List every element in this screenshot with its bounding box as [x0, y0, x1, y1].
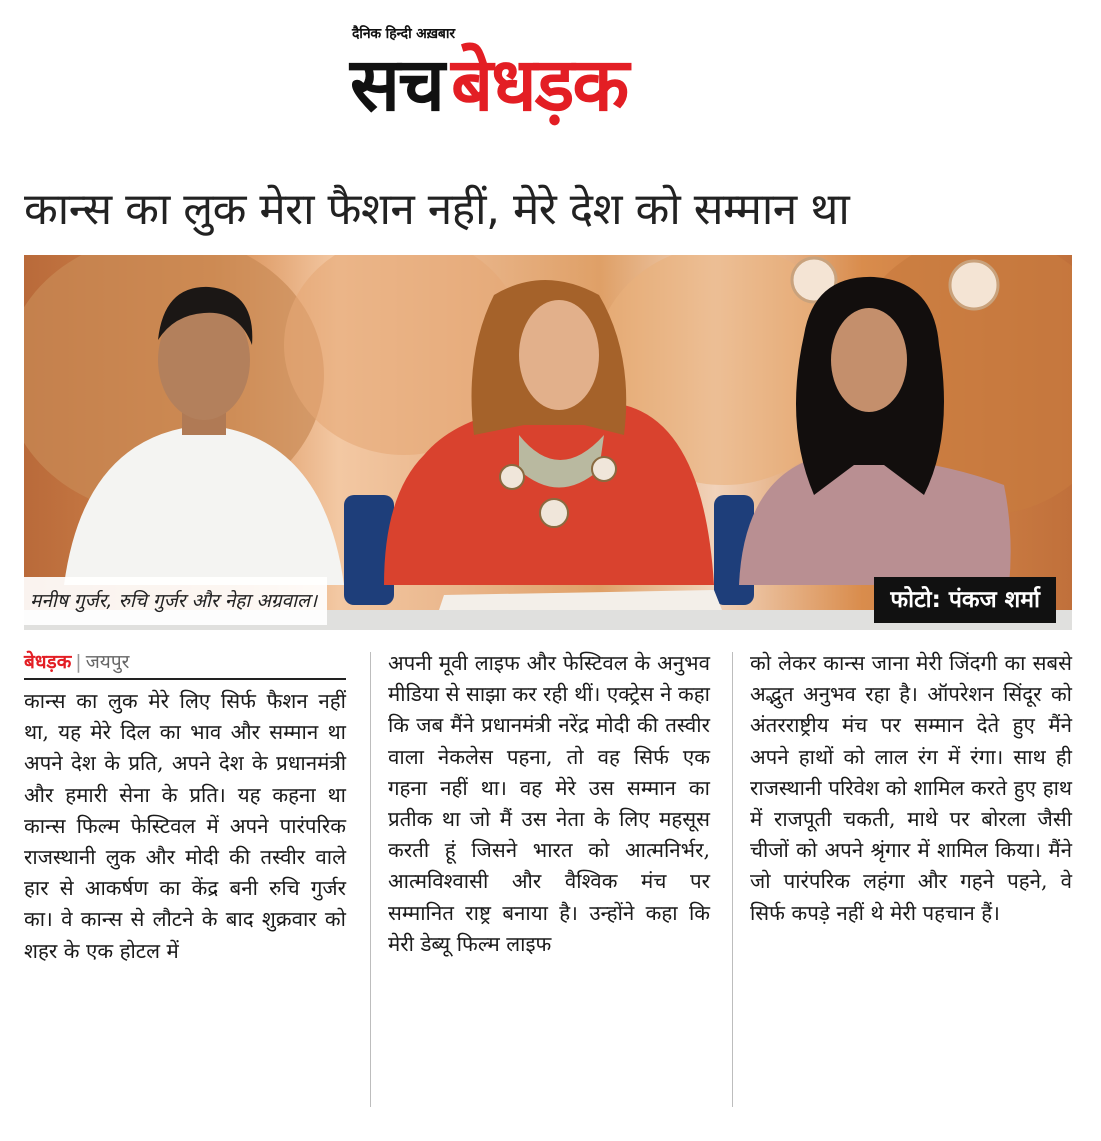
dateline — [24, 648, 346, 680]
column-divider — [732, 652, 733, 1107]
photo-caption: मनीष गुर्जर, रुचि गुर्जर और नेहा अग्रवाल। — [24, 577, 327, 625]
masthead-tagline: दैनिक हिन्दी अख़बार — [352, 26, 455, 42]
news-photo — [24, 255, 1072, 630]
article-column-3 — [750, 648, 1072, 929]
dateline-separator: | — [75, 651, 82, 673]
article-text-2: अपनी मूवी लाइफ और फेस्टिवल के अनुभव मीडिया से साझा कर रही थीं। एक्ट्रेस ने कहा कि जब मैंने प्रधानमंत्री नरेंद्र मोदी की तस्वीर वाला नेकलेस पहना, तो वह सिर्फ एक गहना नहीं था। वह मेरे उस सम्मान का प्रतीक था जो मैं उस नेता के लिए महसूस करती हूं जिसने भारत को आत्मनिर्भर, आत्मविश्वासी और वैश्विक मंच पर सम्मानित राष्ट्र बनाया है। उन्होंने कहा कि मेरी डेब्यू फिल्म लाइफ — [388, 651, 710, 956]
photo-credit: फोटो: पंकज शर्मा — [874, 577, 1056, 623]
article-text-3: को लेकर कान्स जाना मेरी जिंदगी का सबसे अद्भुत अनुभव रहा है। ऑपरेशन सिंदूर को अंतरराष्ट्रीय मंच पर सम्मान देते हुए मैंने अपने हाथों को लाल रंग में रंगा। साथ ही राजस्थानी परिवेश को शामिल करते हुए हाथ में राजपूती चकती, माथे पर बोरला जैसी चीजों को अपने श्रृंगार में शामिल किया। मैंने जो पारंपरिक लहंगा और गहने पहने, वे सिर्फ कपड़े नहीं थे मेरी पहचान हैं। — [750, 651, 1072, 925]
dateline-city: जयपुर — [85, 651, 130, 673]
brand-word-bedhadak: बेधड़क — [451, 42, 628, 128]
article-column-1 — [24, 648, 346, 967]
press-conference-illustration — [24, 255, 1072, 630]
dateline-source: बेधड़क — [24, 651, 72, 673]
masthead — [350, 22, 770, 127]
article-column-2 — [388, 648, 710, 960]
masthead-brand — [350, 40, 627, 130]
article-text-1: कान्स का लुक मेरे लिए सिर्फ फैशन नहीं था, यह मेरे दिल का भाव और सम्मान था अपने देश के प्रति, अपने देश के प्रधानमंत्री और हमारी सेना के प्रति। यह कहना था कान्स फिल्म फेस्टिवल में अपने पारंपरिक राजस्थानी लुक और मोदी की तस्वीर वाले हार से आकर्षण का केंद्र बनी रुचि गुर्जर का। वे कान्स से लौटने के बाद शुक्रवार को शहर के एक होटल में — [24, 689, 346, 963]
brand-word-sach: सच — [350, 42, 444, 128]
column-divider — [370, 652, 371, 1107]
headline: कान्स का लुक मेरा फैशन नहीं, मेरे देश को सम्मान था — [24, 184, 850, 235]
